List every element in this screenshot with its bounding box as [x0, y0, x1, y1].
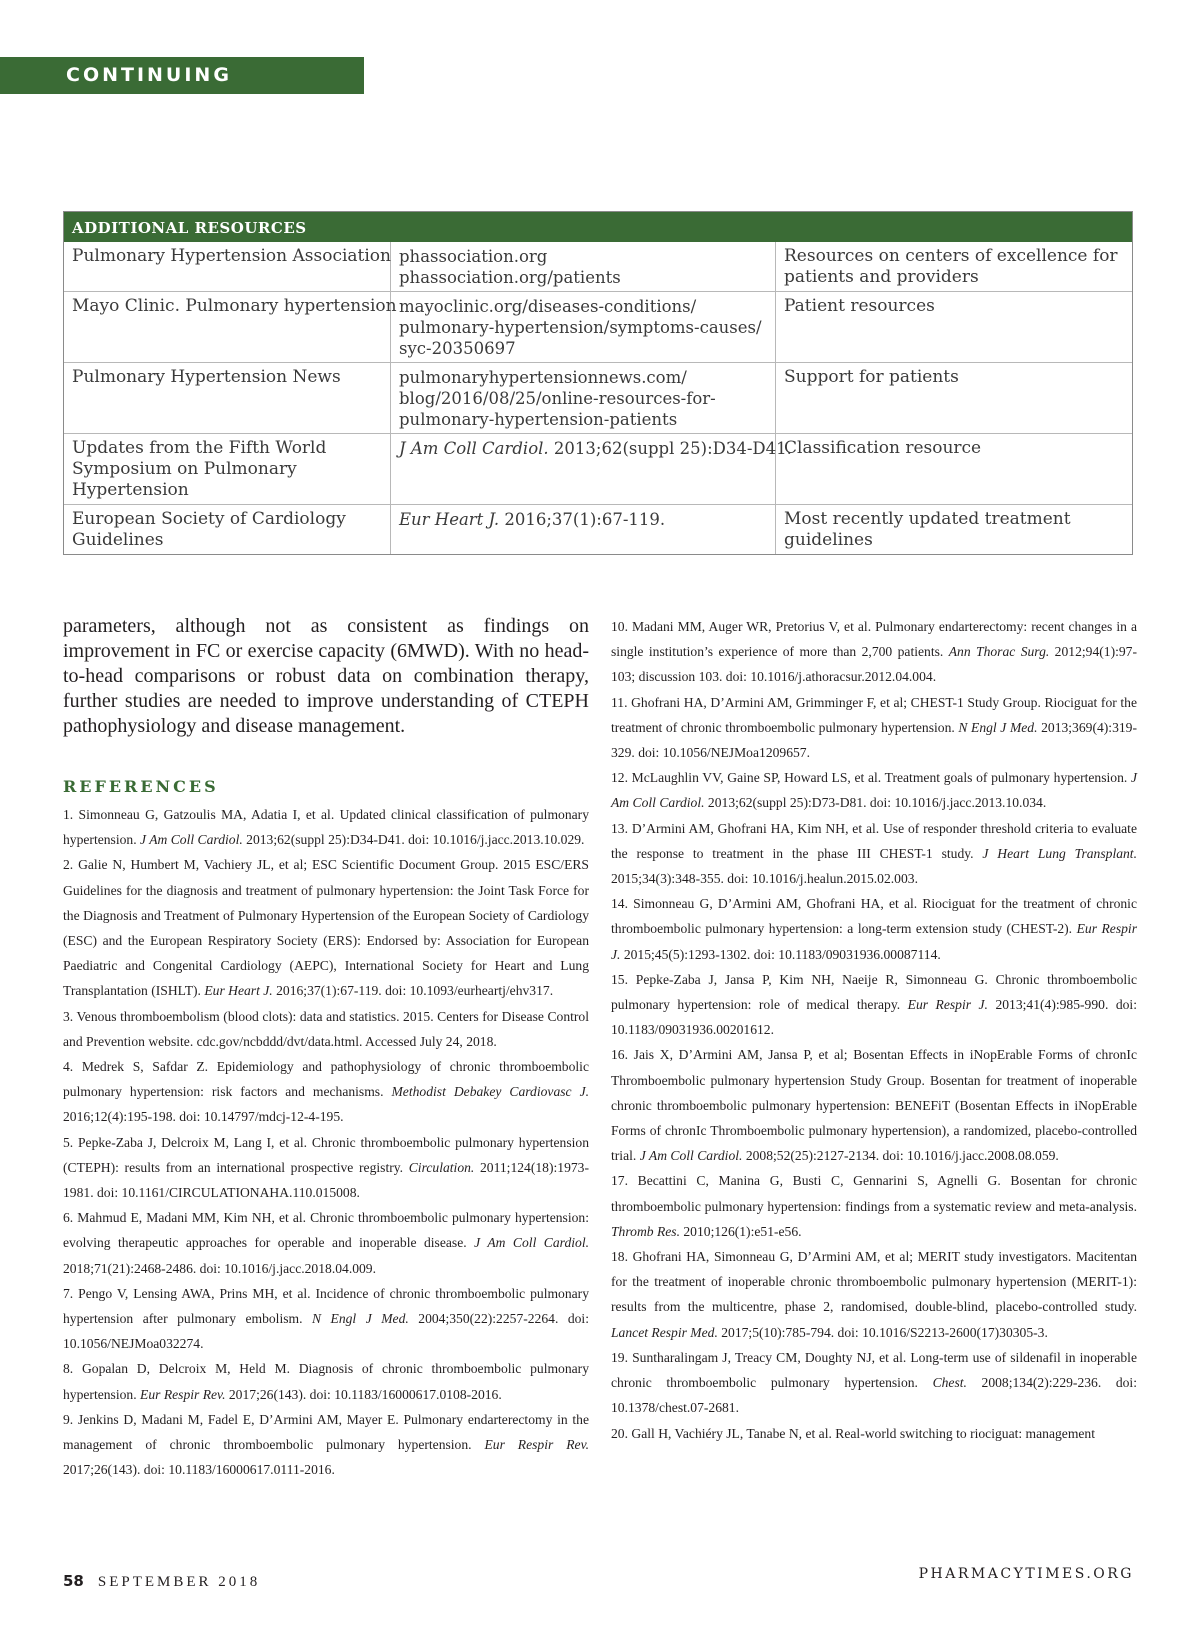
page-footer-left — [63, 1572, 260, 1591]
resource-description: Support for patients — [784, 367, 959, 387]
resource-description: Classification resource — [784, 438, 982, 458]
reference-item: 12. McLaughlin VV, Gaine SP, Howard LS, et al. Treatment goals of pulmonary hypertension. J Am Coll Cardiol. 2013;62(suppl 25):D73-D81. doi: 10.1016/j.jacc.2013.10.034. — [611, 770, 1137, 811]
resource-name: Mayo Clinic. Pulmonary hypertension — [64, 292, 391, 362]
resource-source: Eur Heart J. 2016;37(1):67-119. — [391, 505, 776, 554]
reference-item: 10. Madani MM, Auger WR, Pretorius V, et al. Pulmonary endarterectomy: recent changes in a single institution’s experience of more than 2,700 patients. Ann Thorac Surg. 2012;94(1):97-103; discussion 103. doi: 10.1016/j.athoracsur.2012.04.004. — [611, 619, 1137, 685]
reference-item: 5. Pepke-Zaba J, Delcroix M, Lang I, et al. Chronic thromboembolic pulmonary hypertension (CTEPH): results from an international prospective registry. Circulation. 2011;124(18):1973-1981. doi: 10.1161/CIRCULATIONAHA.110.015008. — [63, 1134, 589, 1201]
reference-list-right — [611, 614, 1137, 1446]
intro-paragraph: parameters, although not as consistent as findings on improvement in FC or exercise capacity (6MWD). With no head-to-head comparisons or robust data on combination therapy, further studies are needed to improve understanding of CTEPH pathophysiology and disease management. — [63, 615, 589, 737]
reference-item: 9. Jenkins D, Madani M, Fadel E, D’Armini AM, Mayer E. Pulmonary endarterectomy in the management of chronic thromboembolic pulmonary hypertension. Eur Respir Rev. 2017;26(143). doi: 10.1183/16000617.0111-2016. — [63, 1411, 589, 1478]
reference-item: 18. Ghofrani HA, Simonneau G, D’Armini AM, et al; MERIT study investigators. Macitentan for the treatment of inoperable chronic thromboembolic pulmonary hypertension (MERIT-1): results from the multicentre, phase 2, randomised, double-blind, placebo-controlled study. Lancet Respir Med. 2017;5(10):785-794. doi: 10.1016/S2213-2600(17)30305-3. — [611, 1249, 1137, 1340]
reference-item: 13. D’Armini AM, Ghofrani HA, Kim NH, et al. Use of responder threshold criteria to evaluate the response to treatment in the phase III CHEST-1 study. J Heart Lung Transplant. 2015;34(3):348-355. doi: 10.1016/j.healun.2015.02.003. — [611, 820, 1137, 887]
reference-item: 2. Galie N, Humbert M, Vachiery JL, et al; ESC Scientific Document Group. 2015 ESC/ERS Guidelines for the diagnosis and treatment of pulmonary hypertension: the Joint Task Force for the Diagnosis and Treatment of Pulmonary Hypertension of the European Society of Cardiology (ESC) and the European Respiratory Society (ERS): Endorsed by: Association for European Paediatric and Congenital Cardiology (AEPC), International Society for Heart and Lung Transplantation (ISHLT). Eur Heart J. 2016;37(1):67-119. doi: 10.1093/eurheartj/ehv317. — [63, 857, 589, 999]
reference-item: 11. Ghofrani HA, D’Armini AM, Grimminger F, et al; CHEST-1 Study Group. Riociguat for the treatment of chronic thromboembolic pulmonary hypertension. N Engl J Med. 2013;369(4):319-329. doi: 10.1056/NEJMoa1209657. — [611, 694, 1137, 761]
reference-list-left — [63, 802, 589, 1482]
reference-item: 3. Venous thromboembolism (blood clots): data and statistics. 2015. Centers for Disease Control and Prevention website. cdc.gov/ncbddd/dvt/data.html. Accessed July 24, 2018. — [63, 1008, 589, 1049]
reference-item: 15. Pepke-Zaba J, Jansa P, Kim NH, Naeije R, Simonneau G. Chronic thromboembolic pulmonary hypertension: role of medical therapy. Eur Respir J. 2013;41(4):985-990. doi: 10.1183/09031936.00201612. — [611, 971, 1137, 1038]
resource-source: phassociation.org phassociation.org/patients — [391, 242, 776, 291]
resources-table-title: ADDITIONAL RESOURCES — [64, 212, 1132, 242]
resource-name: Updates from the Fifth World Symposium on Pulmonary Hypertension — [64, 434, 391, 504]
resource-row — [64, 433, 1132, 504]
additional-resources-table — [63, 211, 1133, 555]
page-number: 58 — [63, 1572, 84, 1590]
resource-name: Pulmonary Hypertension News — [64, 363, 391, 433]
reference-item: 6. Mahmud E, Madani MM, Kim NH, et al. Chronic thromboembolic pulmonary hypertension: evolving therapeutic approaches for operable and inoperable disease. J Am Coll Cardiol. 2018;71(21):2468-2486. doi: 10.1016/j.jacc.2018.04.009. — [63, 1210, 590, 1276]
resource-name: Pulmonary Hypertension Association — [64, 242, 391, 291]
reference-item: 7. Pengo V, Lensing AWA, Prins MH, et al. Incidence of chronic thromboembolic pulmonary hypertension after pulmonary embolism. N Engl J Med. 2004;350(22):2257-2264. doi: 10.1056/NEJMoa032274. — [63, 1285, 589, 1352]
resource-source: mayoclinic.org/diseases-conditions/ pulmonary-hypertension/symptoms-causes/ syc-20350697 — [391, 292, 776, 362]
reference-item: 14. Simonneau G, D’Armini AM, Ghofrani HA, et al. Riociguat for the treatment of chronic thromboembolic pulmonary hypertension: a long-term extension study (CHEST-2). Eur Respir J. 2015;45(5):1293-1302. doi: 10.1183/09031936.00087114. — [611, 896, 1137, 962]
left-column — [63, 614, 589, 1482]
resource-row — [64, 362, 1132, 433]
reference-item: 16. Jais X, D’Armini AM, Jansa P, et al; Bosentan Effects in iNopErable Forms of chronIc Thromboembolic pulmonary hypertension Study Group. Bosentan for treatment of inoperable chronic thromboembolic pulmonary hypertension: BENEFiT (Bosentan Effects in iNopErable Forms of chronIc Thromboembolic pulmonary hypertension), a randomized, placebo-controlled trial. J Am Coll Cardiol. 2008;52(25):2127-2134. doi: 10.1016/j.jacc.2008.08.059. — [611, 1047, 1137, 1164]
resource-description: Patient resources — [784, 296, 935, 316]
right-column — [611, 614, 1137, 1446]
reference-item: 4. Medrek S, Safdar Z. Epidemiology and pathophysiology of chronic thromboembolic pulmonary hypertension: risk factors and mechanisms. Methodist Debakey Cardiovasc J. 2016;12(4):195-198. doi: 10.14797/mdcj-12-4-195. — [63, 1059, 589, 1125]
reference-item: 20. Gall H, Vachiéry JL, Tanabe N, et al. Real-world switching to riociguat: management — [611, 1425, 1096, 1441]
section-label: CONTINUING EDUCATION — [0, 57, 364, 94]
site-name: PHARMACYTIMES.ORG — [918, 1566, 1134, 1582]
issue-date: SEPTEMBER 2018 — [97, 1574, 261, 1590]
resource-description: Most recently updated treatment guidelines — [784, 509, 1071, 550]
reference-item: 8. Gopalan D, Delcroix M, Held M. Diagnosis of chronic thromboembolic pulmonary hypertension. Eur Respir Rev. 2017;26(143). doi: 10.1183/16000617.0108-2016. — [63, 1361, 589, 1402]
reference-item: 19. Suntharalingam J, Treacy CM, Doughty NJ, et al. Long-term use of sildenafil in inoperable chronic thromboembolic pulmonary hypertension. Chest. 2008;134(2):229-236. doi: 10.1378/chest.07-2681. — [611, 1349, 1137, 1416]
reference-item: 1. Simonneau G, Gatzoulis MA, Adatia I, et al. Updated clinical classification of pulmonary hypertension. J Am Coll Cardiol. 2013;62(suppl 25):D34-D41. doi: 10.1016/j.jacc.2013.10.029. — [63, 807, 589, 848]
resource-description: Resources on centers of excellence for patients and providers — [784, 246, 1118, 287]
resource-row — [64, 291, 1132, 362]
resource-row — [64, 504, 1132, 554]
reference-item: 17. Becattini C, Manina G, Busti C, Gennarini S, Agnelli G. Bosentan for chronic thromboembolic pulmonary hypertension: findings from a systematic review and meta-analysis. Thromb Res. 2010;126(1):e51-e56. — [611, 1173, 1137, 1239]
resource-name: European Society of Cardiology Guidelines — [64, 505, 391, 554]
resource-source: pulmonaryhypertensionnews.com/ blog/2016/08/25/online-resources-for- pulmonary-hypertension-patients — [391, 363, 776, 433]
resource-row — [64, 242, 1132, 291]
references-heading: REFERENCES — [63, 777, 219, 796]
resource-source: J Am Coll Cardiol. 2013;62(suppl 25):D34-D41. — [391, 434, 776, 504]
